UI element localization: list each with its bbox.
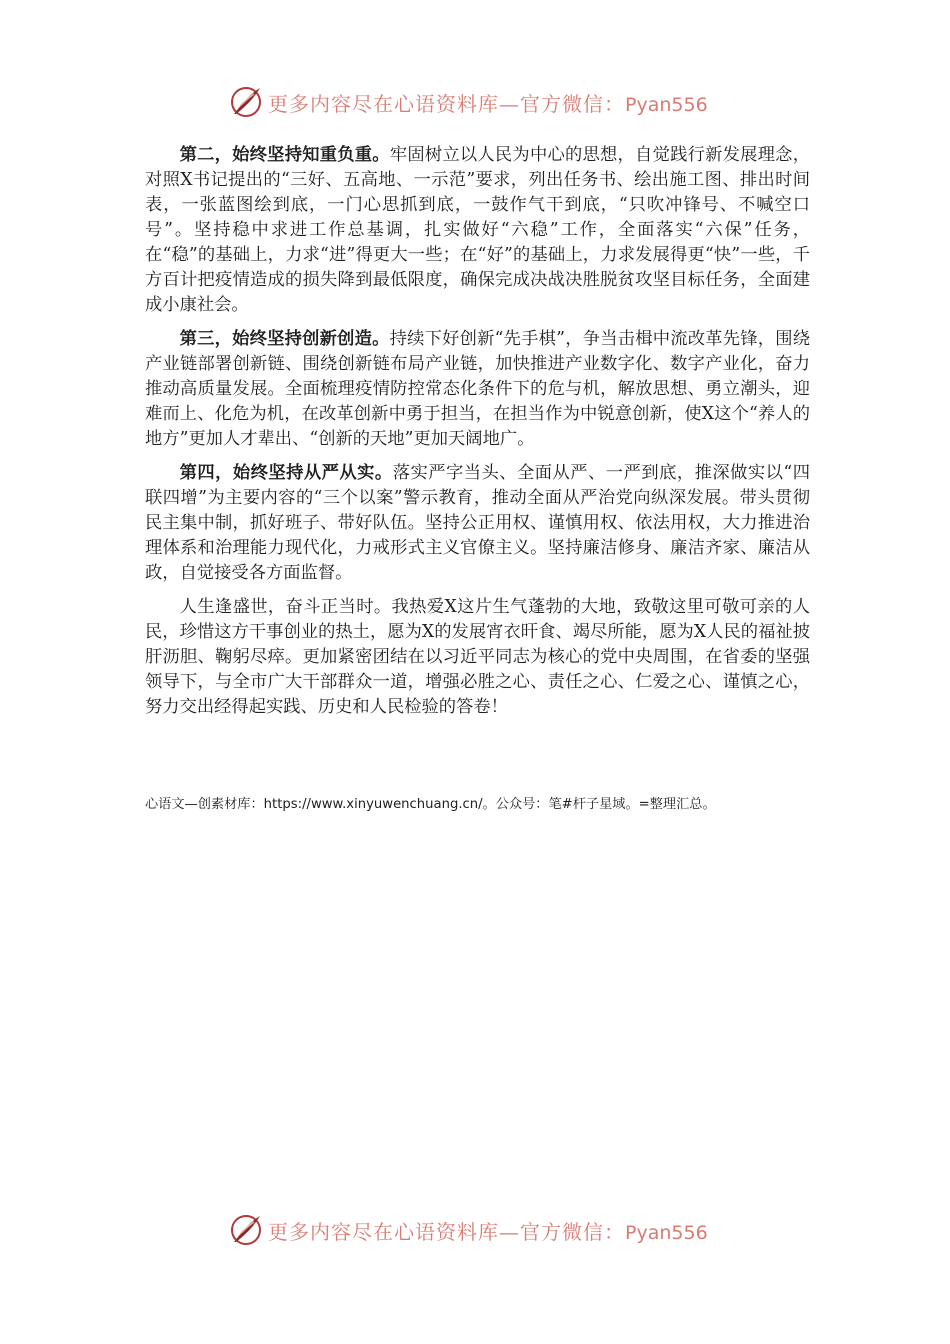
quill-logo-icon [228, 84, 264, 120]
paragraph-text: 牢固树立以人民为中心的思想，自觉践行新发展理念，对照X书记提出的“三好、五高地、一示范”要求，列出任务书、绘出施工图、排出时间表，一张蓝图绘到底，一门心思抓到底，一鼓作气干到底，“只吹冲锋号、不喊空口号”。坚持稳中求进工作总基调，扎实做好“六稳”工作，全面落实“六保”任务，在“稳”的基础上，力求“进”得更大一些；在“好”的基础上，力求发展得更“快”一些，千方百计把疫情造成的损失降到最低限度，确保完成决战决胜脱贫攻坚目标任务，全面建成小康社会。 [145, 145, 810, 315]
paragraph-closing [145, 595, 810, 720]
document-body [145, 143, 810, 729]
paragraph-fourth [145, 461, 810, 586]
paragraph-text: 持续下好创新“先手棋”，争当击楫中流改革先锋，围绕产业链部署创新链、围绕创新链布局产业链，加快推进产业数字化、数字产业化，奋力推动高质量发展。全面梳理疫情防控常态化条件下的危与机，解放思想、勇立潮头，迎难而上、化危为机，在改革创新中勇于担当，在担当作为中锐意创新，使X这个“养人的地方”更加人才辈出、“创新的天地”更加天阔地广。 [145, 329, 810, 449]
paragraph-lead: 第二，始终坚持知重负重。 [179, 145, 390, 165]
paragraph-text: 人生逢盛世，奋斗正当时。我热爱X这片生气蓬勃的大地，致敬这里可敬可亲的人民，珍惜这方干事创业的热土，愿为X的发展宵衣旰食、竭尽所能，愿为X人民的福祉披肝沥胆、鞠躬尽瘁。更加紧密团结在以习近平同志为核心的党中央周围，在省委的坚强领导下，与全市广大干部群众一道，增强必胜之心、责任之心、仁爱之心、谨慎之心，努力交出经得起实践、历史和人民检验的答卷！ [145, 597, 810, 717]
footer-banner-text: 更多内容尽在心语资料库—官方微信： [268, 1219, 625, 1244]
paragraph-lead: 第四，始终坚持从严从实。 [179, 463, 393, 483]
header-banner-text: 更多内容尽在心语资料库—官方微信： [268, 91, 625, 116]
paragraph-third [145, 327, 810, 452]
header-banner [228, 82, 728, 122]
paragraph-text: 落实严字当头、全面从严、一严到底，推深做实以“四联四增”为主要内容的“三个以案”警示教育，推动全面从严治党向纵深发展。带头贯彻民主集中制，抓好班子、带好队伍。坚持公正用权、谨慎用权、依法用权，大力推进治理体系和治理能力现代化，力戒形式主义官僚主义。坚持廉洁修身、廉洁齐家、廉洁从政，自觉接受各方面监督。 [145, 463, 810, 583]
source-note: 心语文—创素材库：https://www.xinyuwenchuang.cn/。公众号：笔#杆子星域。=整理汇总。 [145, 797, 716, 812]
paragraph-second [145, 143, 810, 318]
header-banner-handle: Pyan556 [625, 93, 708, 116]
quill-logo-icon [228, 1212, 264, 1248]
paragraph-lead: 第三，始终坚持创新创造。 [179, 329, 390, 349]
footer-banner [228, 1210, 728, 1250]
footer-banner-handle: Pyan556 [625, 1221, 708, 1244]
